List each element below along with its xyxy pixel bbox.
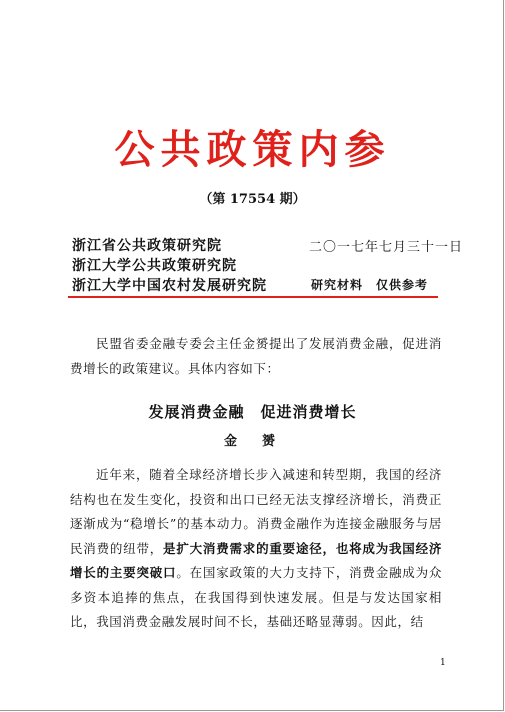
body-text-1: 近年来，随着全球经济增长步入减速和转型期，我国的经济结构也在发生变化，投资和出口已经无法支撑经济增长，消费正逐渐成为“稳增长”的基本动力。消费金融作为连接金融服务与居民消费的纽带， <box>70 467 442 556</box>
body-text-2: 。在国家政策的大力支持下，消费金融成为众多资本追捧的焦点，在我国得到快速发展。但是与发达国家相比，我国消费金融发展时间不长，基础还略显薄弱。因此，结 <box>70 565 442 629</box>
org-name-3: 浙江大学中国农村发展研究院 <box>72 278 267 294</box>
article-author: 金 赟 <box>223 434 281 449</box>
page-number: 1 <box>440 658 446 668</box>
org-name-2: 浙江大学公共政策研究院 <box>72 258 237 274</box>
header-divider <box>68 296 438 298</box>
publication-title: 公共政策内参 <box>114 126 391 173</box>
issue-number: （第 17554 期） <box>199 192 306 207</box>
intro-paragraph: 民盟省委金融专委会主任金赟提出了发展消费金融，促进消费增长的政策建议。具体内容如下： <box>70 336 442 376</box>
org-name-1: 浙江省公共政策研究院 <box>72 238 222 254</box>
body-text-emphasis: 是扩大消费需求的重要途径，也将成为我国经济增长的主要突破口 <box>70 540 442 580</box>
article-title: 发展消费金融 促进消费增长 <box>148 403 357 421</box>
body-paragraph <box>70 463 442 635</box>
publication-date: 二〇一七年七月三十一日 <box>309 240 464 255</box>
usage-note: 研究材料 仅供参考 <box>311 278 429 292</box>
